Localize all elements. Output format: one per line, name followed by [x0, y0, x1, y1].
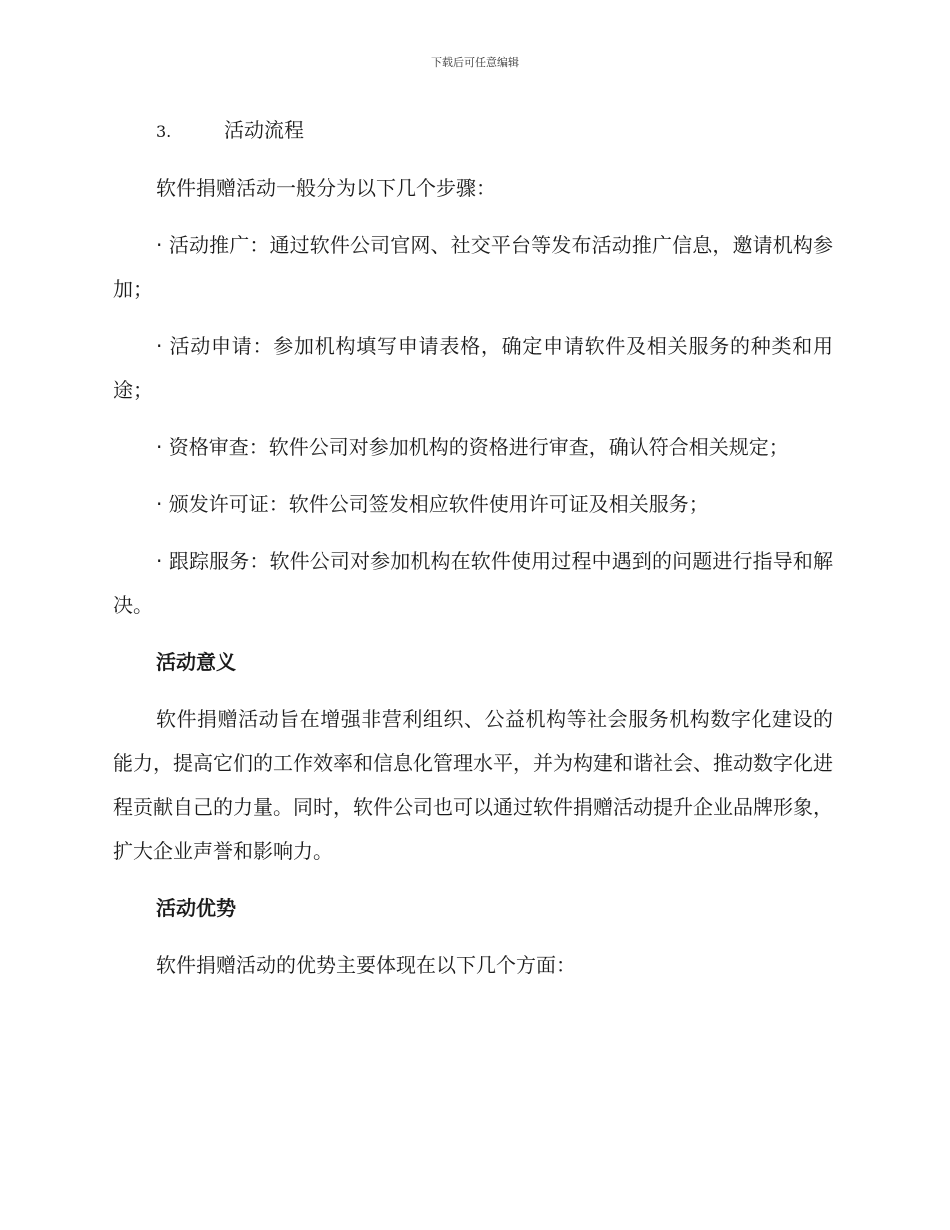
page-header: 下载后可任意编辑: [431, 56, 519, 69]
step-followup: · 跟踪服务：软件公司对参加机构在软件使用过程中遇到的问题进行指导和解决。: [113, 549, 833, 617]
document-body: [113, 113, 833, 1000]
significance-heading: 活动意义: [156, 650, 236, 674]
advantages-heading: 活动优势: [156, 896, 236, 920]
advantages-paragraph: 软件捐赠活动的优势主要体现在以下几个方面：: [156, 953, 576, 977]
significance-paragraph: 软件捐赠活动旨在增强非营利组织、公益机构等社会服务机构数字化建设的能力，提高它们的工作效率和信息化管理水平，并为构建和谐社会、推动数字化进程贡献自己的力量。同时，软件公司也可以通过软件捐赠活动提升企业品牌形象，扩大企业声誉和影响力。: [113, 707, 833, 863]
intro-paragraph: 软件捐赠活动一般分为以下几个步骤：: [156, 176, 496, 200]
step-application: · 活动申请：参加机构填写申请表格，确定申请软件及相关服务的种类和用途；: [113, 334, 833, 402]
step-license: · 颁发许可证：软件公司签发相应软件使用许可证及相关服务；: [156, 492, 709, 516]
section-title: 活动流程: [224, 118, 304, 142]
step-promotion: · 活动推广：通过软件公司官网、社交平台等发布活动推广信息，邀请机构参加；: [113, 233, 833, 301]
section-number: 3.: [156, 122, 172, 141]
section-heading: [113, 113, 833, 147]
step-review: · 资格审查：软件公司对参加机构的资格进行审查，确认符合相关规定；: [156, 435, 789, 459]
